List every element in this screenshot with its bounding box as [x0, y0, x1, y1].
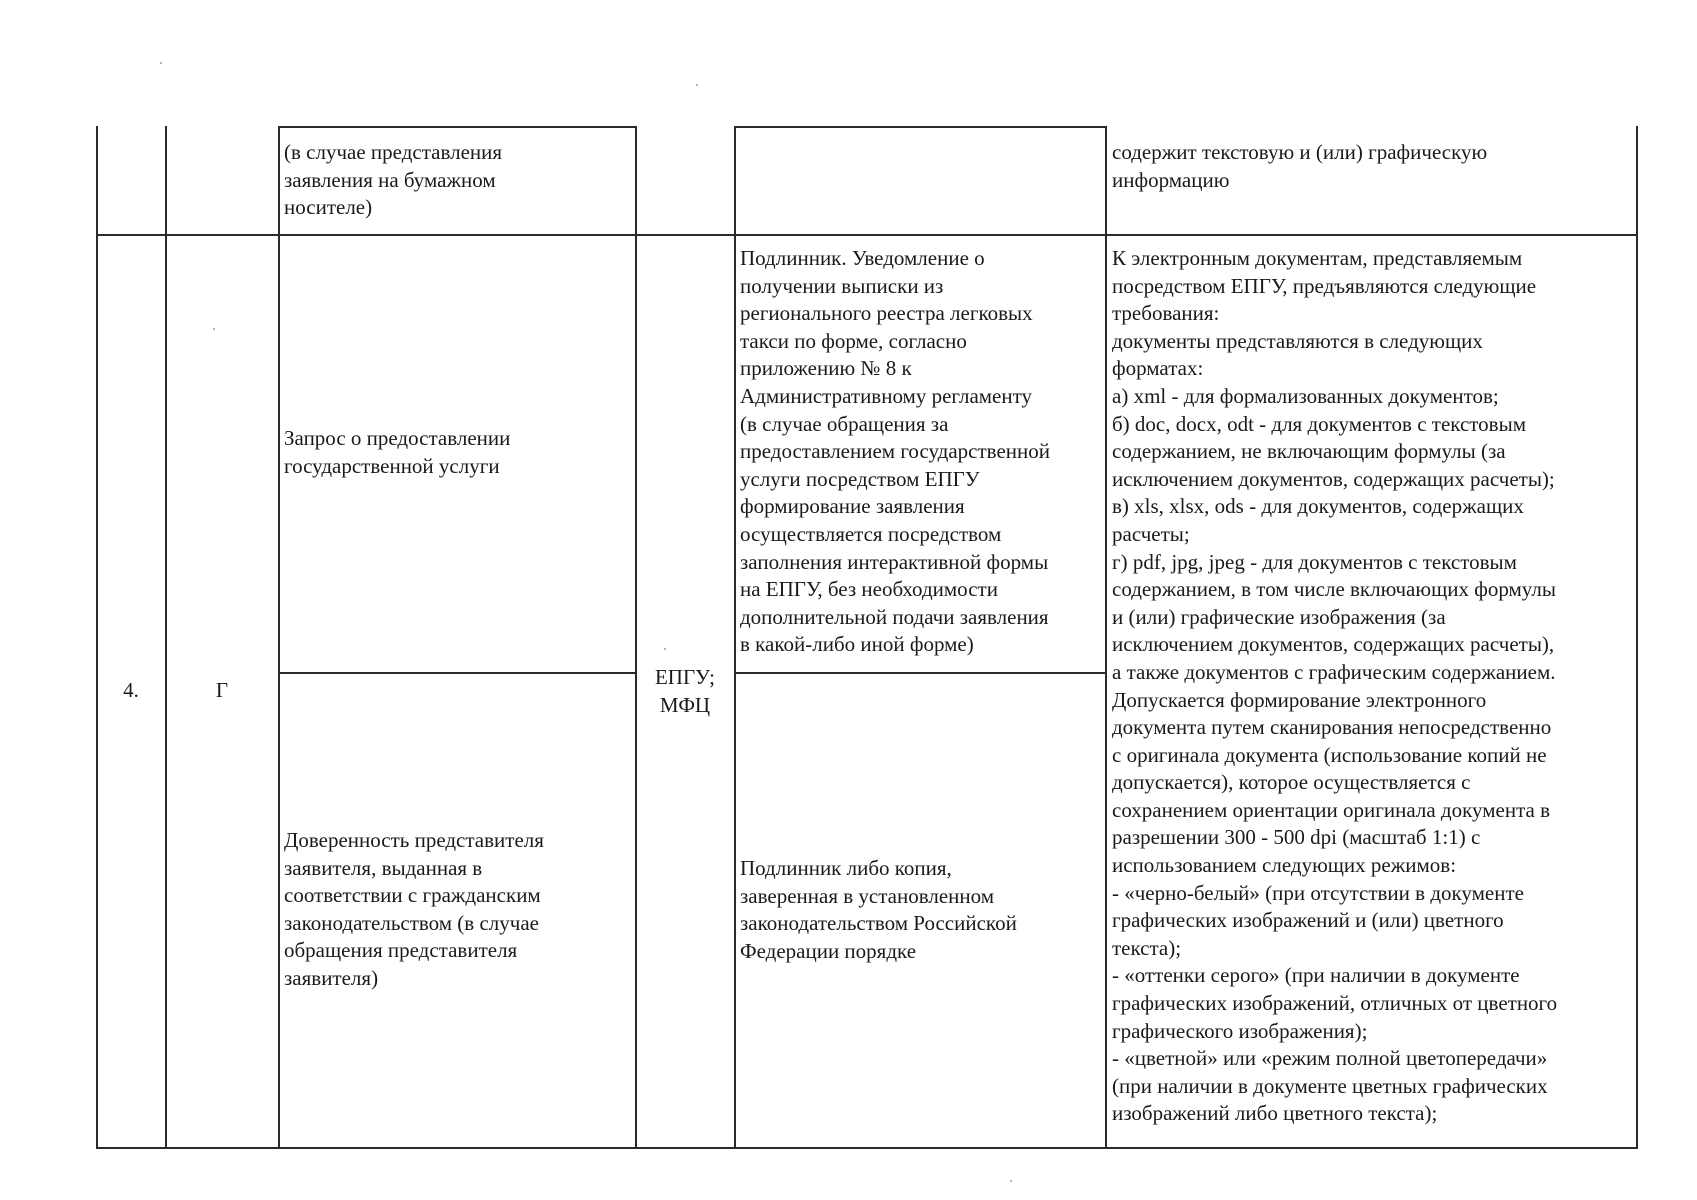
table-subrow-divider-col5 [734, 672, 1105, 674]
top-row-requirements-note: содержит текстовую и (или) графическую информацию [1112, 140, 1488, 192]
form-request: Подлинник. Уведомление о получении выписки из регионального реестра легковых такси по форме, согласно приложению № 8 к Административному регламенту (в случае обращения за предоставлением государственной услуги посредством ЕПГУ формирование заявления осуществляется посредством заполнения интерактивной формы на ЕПГУ, без необходимости дополнительной подачи заявления в какой-либо иной форме) [740, 246, 1051, 657]
table-col-divider-2 [278, 126, 280, 1148]
table-col-divider-3 [635, 126, 637, 1148]
table-border-right [1636, 126, 1638, 1148]
scan-speck [696, 84, 698, 86]
document-power-of-attorney: Доверенность представителя заявителя, выданная в соответствии с гражданским законодательством (в случае обращения представителя заявителя) [284, 828, 544, 990]
table-border-top-col5 [734, 126, 1105, 128]
table-col-divider-4 [734, 126, 736, 1148]
row-letter: Г [215, 678, 229, 702]
scan-speck [664, 648, 666, 650]
table-border-bottom [96, 1147, 1638, 1149]
electronic-document-requirements: К электронным документам, представляемым посредством ЕПГУ, предъявляются следующие требования: документы представляются в следующих форматах: а) xml - для формализованных документов; б) doc, docx, odt - для документов с текстовым содержанием, не включающим формулы (за исключением документов, содержащих расчеты); в) xls, xlsx, ods - для документов, содержащих расчеты; г) pdf, jpg, jpeg - для документов с текстовым содержанием, в том числе включающих формулы и (или) графические изображения (за исключением документов, содержащих расчеты), а также документов с графическим содержанием. Допускается формирование электронного документа путем сканирования непосредственно с оригинала документа (использование копий не допускается), которое осуществляется с сохранением ориентации оригинала документа в разрешении 300 - 500 dpi (масштаб 1:1) с использованием следующих режимов: - «черно-белый» (при отсутствии в документе графических изображений и (или) цветного текста); - «оттенки серого» (при наличии в документе графических изображений, отличных от цветного графического изображения); - «цветной» или «режим полной цветопередачи» (при наличии в документе цветных графических изображений либо цветного текста); [1112, 246, 1558, 1126]
table-subrow-divider-col3 [278, 672, 635, 674]
row-number: 4. [123, 678, 139, 702]
table-border-left [96, 126, 98, 1148]
document-request: Запрос о предоставлении государственной услуги [284, 426, 511, 478]
table-col-divider-1 [165, 126, 167, 1148]
table-row-divider [96, 234, 1638, 236]
form-power-of-attorney: Подлинник либо копия, заверенная в установленном законодательством Российской Федерации порядке [740, 856, 1017, 963]
table-border-top-col3 [278, 126, 635, 128]
table-col-divider-5 [1105, 126, 1107, 1148]
scan-speck [213, 328, 215, 330]
submission-channel: ЕПГУ; МФЦ [654, 665, 716, 717]
top-row-document-note: (в случае представления заявления на бумажном носителе) [284, 140, 503, 220]
scan-speck [160, 62, 162, 64]
scan-speck [1010, 1180, 1012, 1182]
